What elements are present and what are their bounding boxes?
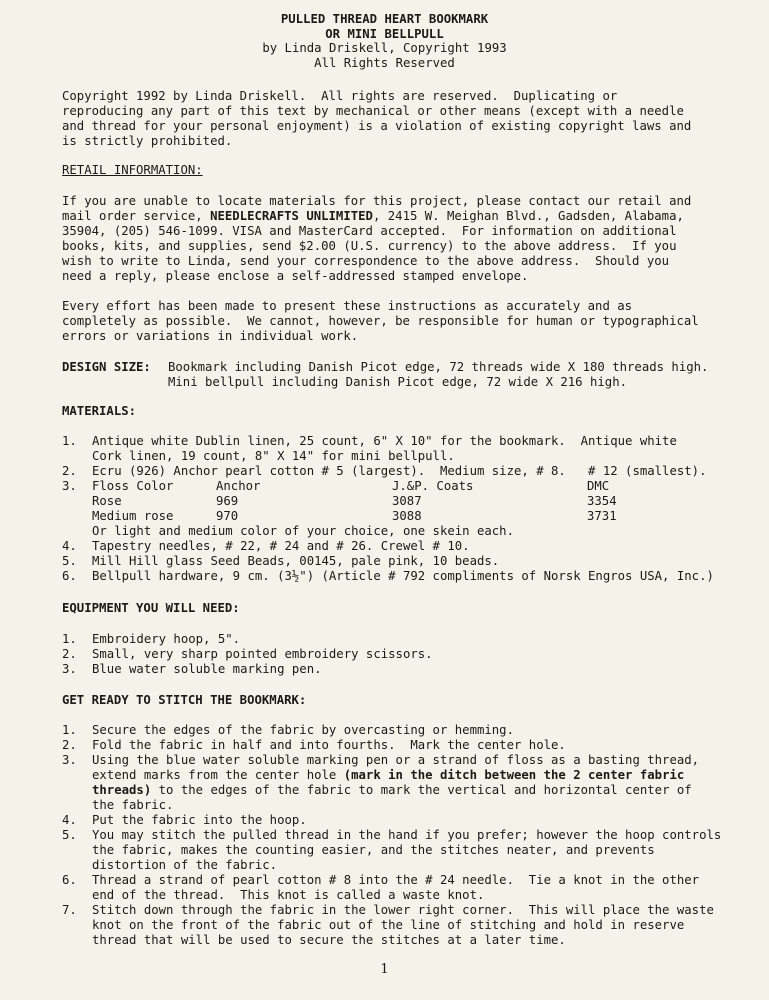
text-line: and thread for your personal enjoyment) is a violation of existing copyright laws and	[62, 119, 692, 133]
text-line: need a reply, please enclose a self-addressed stamped envelope.	[62, 269, 529, 283]
title-block	[0, 12, 769, 70]
design-size-section	[62, 360, 752, 390]
list-item: 4. Put the fabric into the hoop.	[62, 813, 307, 827]
list-item: 2. Fold the fabric in half and into fourths. Mark the center hole.	[62, 738, 566, 752]
list-item: 5. You may stitch the pulled thread in the hand if you prefer; however the hoop controls the fabric, makes the counting easier, and the stitches neater, and prevents distortion of the fabric.	[62, 828, 722, 872]
design-size-label: DESIGN SIZE:	[62, 360, 151, 374]
list-item: 1. Secure the edges of the fabric by overcasting or hemming.	[62, 723, 514, 737]
list-item: 2. Small, very sharp pointed embroidery scissors.	[62, 647, 433, 661]
floss-row: Medium rose 970 3088 3731	[92, 509, 617, 523]
list-item: 4. Tapestry needles, # 22, # 24 and # 26. Crewel # 10.	[62, 539, 470, 553]
list-item: 3. Using the blue water soluble marking pen or a strand of floss as a basting thread, extend marks from the center hole (mark in the ditch between the 2 center fabric threads) to the edges of the fabric to mark the vertical and horizontal center of the fabric.	[62, 753, 700, 812]
floss-row: Rose 969 3087 3354	[92, 494, 617, 508]
text-line: is strictly prohibited.	[62, 134, 233, 148]
list-item: 3. Blue water soluble marking pen.	[62, 662, 322, 676]
copyright-paragraph	[62, 89, 752, 149]
get-ready-list	[62, 723, 752, 948]
text-line: books, kits, and supplies, send $2.00 (U.S. currency) to the above address. If you	[62, 239, 677, 253]
materials-list	[62, 434, 752, 584]
list-item: 7. Stitch down through the fabric in the lower right corner. This will place the waste knot on the front of the fabric out of the line of stitching and hold in reserve thread that will be used to secure the stitches at a later time.	[62, 903, 714, 947]
list-item: 6. Thread a strand of pearl cotton # 8 into the # 24 needle. Tie a knot in the other end of the thread. This knot is called a waste knot.	[62, 873, 700, 902]
page-number: 1	[380, 962, 389, 977]
design-size-line: Bookmark including Danish Picot edge, 72 threads wide X 180 threads high.	[168, 360, 709, 374]
list-item: 3. Floss Color Anchor J.&P. Coats DMC Rose 969 3087 3354 Medium rose 970 3088 3731 Or light and medium color of your choice, one skein each.	[62, 479, 617, 538]
store-name: NEEDLECRAFTS UNLIMITED	[210, 209, 373, 223]
floss-table: Floss Color Anchor J.&P. Coats DMC Rose 969 3087 3354 Medium rose 970 3088 3731 Or light and medium color of your choice, one skein each.	[92, 479, 617, 538]
text-line: mail order service, NEEDLECRAFTS UNLIMITED, 2415 W. Meighan Blvd., Gadsden, Alabama,	[62, 209, 684, 223]
author-line: by Linda Driskell, Copyright 1993	[262, 41, 507, 55]
equipment-list	[62, 632, 752, 677]
effort-paragraph	[62, 299, 752, 344]
floss-header-row: Floss Color Anchor J.&P. Coats DMC	[92, 479, 610, 493]
emphasis-text: threads)	[92, 783, 152, 797]
emphasis-text: (mark in the ditch between the 2 center fabric	[343, 768, 685, 782]
text-line: 35904, (205) 546-1099. VISA and MasterCard accepted. For information on additional	[62, 224, 677, 238]
list-item: 2. Ecru (926) Anchor pearl cotton # 5 (largest). Medium size, # 8. # 12 (smallest).	[62, 464, 707, 478]
text-line: errors or variations in individual work.	[62, 329, 359, 343]
text-line: wish to write to Linda, send your correspondence to the above address. Should you	[62, 254, 670, 268]
text-line: reproducing any part of this text by mechanical or other means (except with a needle	[62, 104, 684, 118]
materials-heading: MATERIALS:	[62, 404, 137, 418]
retail-paragraph	[62, 194, 752, 284]
equipment-heading: EQUIPMENT YOU WILL NEED:	[62, 601, 240, 615]
rights-line: All Rights Reserved	[314, 55, 455, 70]
text-line: If you are unable to locate materials for this project, please contact our retail and	[62, 194, 692, 208]
text-line: Copyright 1992 by Linda Driskell. All rights are reserved. Duplicating or	[62, 89, 618, 103]
document-title: PULLED THREAD HEART BOOKMARK	[280, 12, 489, 26]
text-line: completely as possible. We cannot, however, be responsible for human or typographical	[62, 314, 699, 328]
list-item: 1. Antique white Dublin linen, 25 count, 6" X 10" for the bookmark. Antique white Cork linen, 19 count, 8" X 14" for mini bellpull.	[62, 434, 677, 463]
list-item: 6. Bellpull hardware, 9 cm. (3½") (Article # 792 compliments of Norsk Engros USA, Inc.)	[62, 569, 714, 583]
get-ready-heading: GET READY TO STITCH THE BOOKMARK:	[62, 693, 307, 707]
list-item: 1. Embroidery hoop, 5".	[62, 632, 241, 646]
design-size-line: Mini bellpull including Danish Picot edge, 72 wide X 216 high.	[168, 375, 628, 389]
list-item: 5. Mill Hill glass Seed Beads, 00145, pale pink, 10 beads.	[62, 554, 500, 568]
text-line: Every effort has been made to present these instructions as accurately and as	[62, 299, 633, 313]
retail-heading: RETAIL INFORMATION:	[62, 163, 203, 177]
document-subtitle: OR MINI BELLPULL	[325, 26, 444, 41]
